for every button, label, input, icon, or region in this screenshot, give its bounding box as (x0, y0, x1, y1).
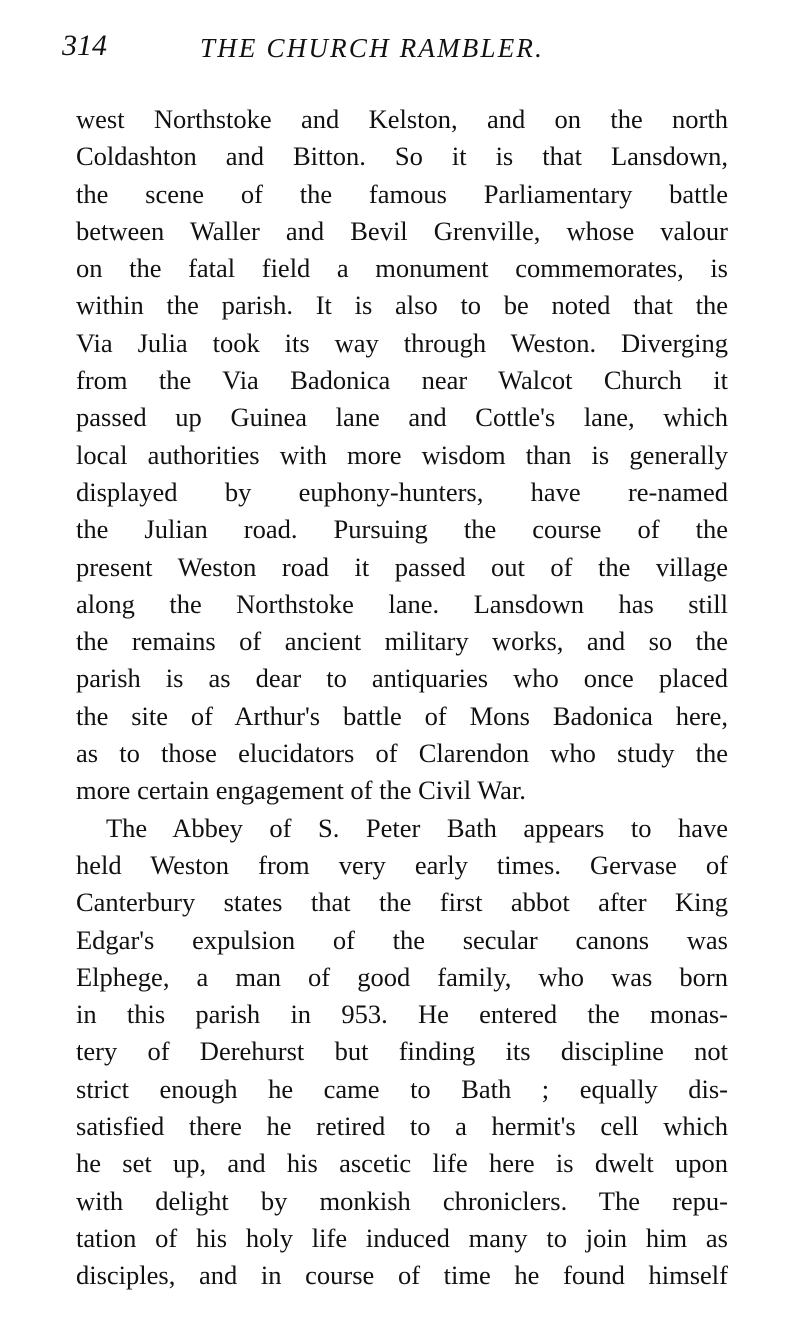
text-line: the scene of the famous Parliamentary battle (76, 178, 728, 209)
text-line: from the Via Badonica near Walcot Church it (76, 365, 728, 396)
text-line: passed up Guinea lane and Cottle's lane, which (76, 402, 728, 433)
text-line: Via Julia took its way through Weston. Diverging (76, 327, 728, 358)
text-line: along the Northstoke lane. Lansdown has still (76, 588, 728, 619)
text-line: between Waller and Bevil Grenville, whose valour (76, 215, 728, 246)
text-line: tery of Derehurst but finding its discipline not (76, 1036, 728, 1067)
text-line: Coldashton and Bitton. So it is that Lansdown, (76, 141, 728, 172)
text-line: he set up, and his ascetic life here is dwelt upon (76, 1148, 728, 1179)
text-line: within the parish. It is also to be noted that the (76, 290, 728, 321)
text-line: the Julian road. Pursuing the course of the (76, 514, 728, 545)
text-line: held Weston from very early times. Gervase of (76, 849, 728, 880)
text-line: in this parish in 953. He entered the monas- (76, 999, 728, 1030)
text-line: with delight by monkish chroniclers. The repu- (76, 1185, 728, 1216)
text-line: west Northstoke and Kelston, and on the north (76, 104, 728, 134)
text-line: satisfied there he retired to a hermit's cell which (76, 1111, 728, 1142)
text-line: more certain engagement of the Civil War. (76, 775, 526, 806)
page-number: 314 (62, 29, 107, 62)
running-title: THE CHURCH RAMBLER. (200, 33, 545, 63)
text-line: as to those elucidators of Clarendon who study the (76, 738, 728, 769)
text-line: The Abbey of S. Peter Bath appears to have (106, 812, 728, 843)
text-line: Edgar's expulsion of the secular canons was (76, 924, 728, 955)
paragraph-1 (76, 101, 728, 810)
text-line: the site of Arthur's battle of Mons Badonica here, (76, 700, 728, 731)
text-line: strict enough he came to Bath ; equally dis- (76, 1073, 728, 1104)
text-line: Elphege, a man of good family, who was born (76, 961, 728, 992)
text-line: local authorities with more wisdom than is generally (76, 439, 728, 470)
paragraph-2 (76, 810, 728, 1295)
text-line: present Weston road it passed out of the village (76, 551, 728, 582)
body-text (76, 101, 728, 1295)
text-line: disciples, and in course of time he found himself (76, 1260, 728, 1291)
text-line: tation of his holy life induced many to join him as (76, 1222, 728, 1253)
text-line: parish is as dear to antiquaries who once placed (76, 663, 728, 694)
text-line: Canterbury states that the first abbot after King (76, 887, 728, 918)
text-line: displayed by euphony-hunters, have re-named (76, 476, 728, 507)
text-line: on the fatal field a monument commemorates, is (76, 253, 728, 284)
text-line: the remains of ancient military works, and so the (76, 626, 728, 657)
page-header (62, 28, 742, 68)
